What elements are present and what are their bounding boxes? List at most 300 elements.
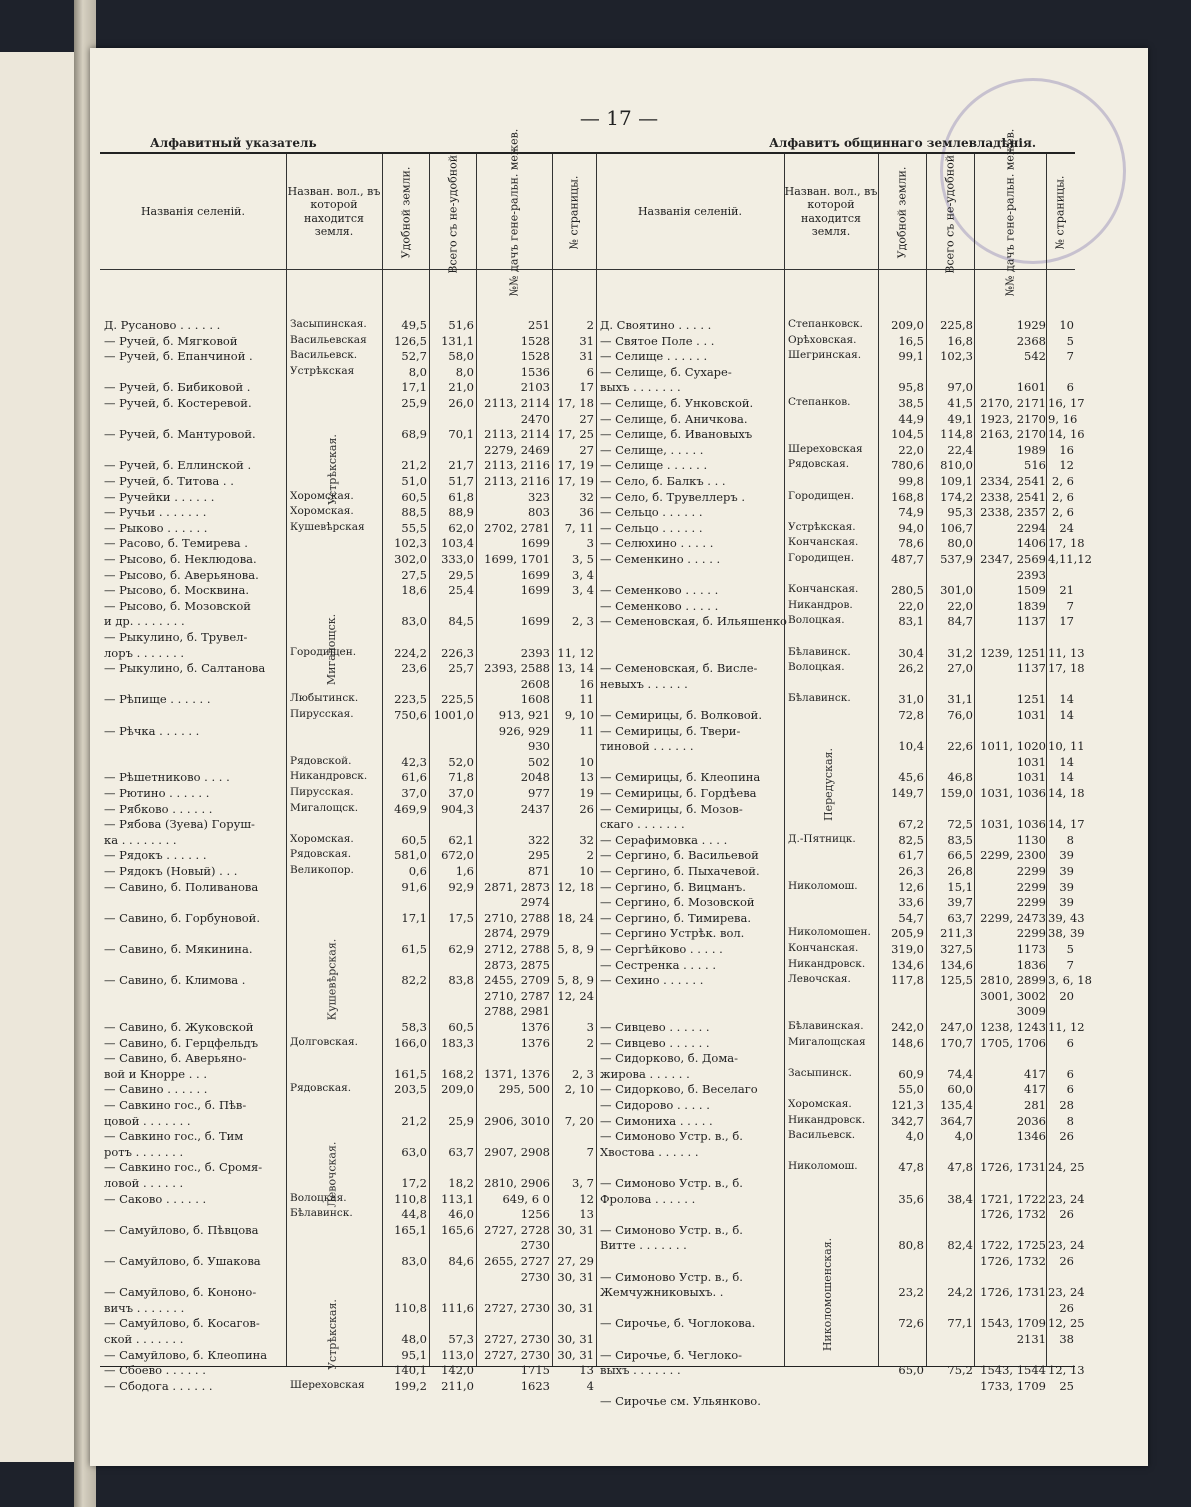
cell-page: 8	[1066, 832, 1074, 847]
cell-useful: 60,5	[401, 832, 427, 847]
col-header-volost-2: Назван. вол., въ которой находится земля.	[784, 185, 878, 238]
cell-page: 39	[1059, 864, 1074, 878]
cell-dachi: 2113, 2114	[484, 396, 550, 410]
cell-dachi: 2727, 2730	[484, 1332, 550, 1346]
cell-page: 2, 6	[1052, 505, 1074, 520]
cell-name: — Селище, б. Аничкова.	[600, 411, 748, 426]
cell-total: 25,9	[448, 1113, 474, 1128]
cell-dachi: 2299	[1016, 895, 1046, 910]
cell-dachi: 2873, 2875	[484, 957, 550, 972]
cell-page: 39	[1059, 879, 1074, 894]
cell-name: — Савино, б. Герцфельдъ	[104, 1035, 259, 1050]
cell-volost: Засыпинская.	[290, 318, 367, 330]
cell-useful: 33,6	[898, 895, 924, 910]
cell-dachi: 1726, 1732	[980, 1254, 1046, 1268]
cell-total: 51,7	[448, 474, 474, 488]
cell-volost: Волоцкая.	[290, 1191, 347, 1204]
cell-name: — Семирицы, б. Мозов-	[600, 801, 743, 816]
col-header-total-2: Всего съ не-удобной.	[943, 150, 957, 274]
cell-page: 14, 17	[1048, 817, 1085, 832]
cell-dachi: 1256	[520, 1207, 550, 1222]
cell-page: 39	[1059, 848, 1074, 863]
cell-page: 12, 25	[1048, 1316, 1085, 1331]
cell-page: 38	[1059, 1332, 1074, 1346]
cell-name: — Ручей, б. Бибиковой .	[104, 380, 251, 395]
cell-total: 82,4	[947, 1238, 973, 1253]
cell-page: 26	[579, 801, 594, 816]
cell-volost: Засыпинск.	[788, 1066, 852, 1079]
cell-useful: 342,7	[891, 1113, 924, 1128]
cell-useful: 121,3	[891, 1098, 924, 1112]
cell-useful: 72,8	[898, 708, 924, 722]
cell-total: 21,0	[448, 380, 474, 395]
cell-page: 32	[579, 832, 594, 847]
cell-useful: 31,0	[898, 692, 924, 707]
cell-page: 17, 18	[1048, 536, 1085, 551]
cell-useful: 83,0	[401, 614, 427, 629]
cell-volost: Хоромская.	[788, 1098, 852, 1110]
cell-page: 30, 31	[557, 1300, 594, 1315]
cell-total: 111,6	[441, 1300, 474, 1315]
cell-volost: Кушевѣрская	[290, 520, 365, 533]
cell-name: ротъ . . . . . . .	[104, 1144, 184, 1159]
cell-total: 83,5	[947, 832, 973, 847]
cell-volost: Рядовская.	[290, 848, 352, 861]
cell-dachi: 2131	[1016, 1332, 1046, 1346]
cell-dachi: 2393, 2588	[484, 661, 550, 676]
cell-useful: 280,5	[891, 583, 924, 598]
cell-volost: Рядовской.	[290, 754, 352, 767]
cell-useful: 319,0	[891, 942, 924, 956]
cell-page: 6	[1066, 1082, 1074, 1097]
cell-page: 2, 3	[572, 614, 594, 629]
cell-page: 7, 20	[564, 1113, 594, 1128]
cell-page: 23, 24	[1048, 1285, 1085, 1300]
cell-page: 6	[586, 364, 594, 379]
cell-total: 41,5	[947, 396, 973, 410]
cell-name: — Рютино . . . . . .	[104, 786, 210, 800]
cell-volost: Никандровск.	[290, 770, 368, 783]
header-divider	[100, 269, 1075, 270]
cell-page: 21	[1059, 583, 1074, 598]
cell-name: невыхъ . . . . . .	[600, 676, 688, 691]
cell-page: 2, 10	[564, 1082, 594, 1097]
cell-dachi: 2036	[1016, 1113, 1046, 1128]
cell-useful: 60,5	[401, 489, 427, 504]
cell-name: — Симоново Устр. в., б.	[600, 1129, 743, 1144]
cell-dachi: 2727, 2730	[484, 1347, 550, 1362]
cell-useful: 224,2	[394, 645, 427, 660]
cell-name: — Симониха . . . . .	[600, 1113, 713, 1128]
cell-name: — Рябково . . . . . .	[104, 801, 213, 816]
cell-page: 16	[1059, 442, 1074, 457]
cell-useful: 203,5	[394, 1082, 427, 1097]
cell-dachi: 1722, 1725	[980, 1238, 1046, 1253]
cell-total: 15,1	[947, 879, 973, 894]
cell-total: 4,0	[954, 1129, 973, 1144]
cell-page: 11, 12	[557, 645, 594, 660]
cell-page: 38, 39	[1048, 926, 1085, 941]
col-header-dachi: №№ дачъ гене-ральн. межев.	[507, 128, 521, 296]
cell-name: цовой . . . . . . .	[104, 1113, 191, 1128]
cell-dachi: 1031	[1016, 770, 1046, 785]
cell-useful: 161,5	[394, 1066, 427, 1081]
cell-page: 10	[579, 864, 594, 878]
cell-total: 76,0	[947, 708, 973, 722]
cell-dachi: 1031	[1016, 754, 1046, 769]
cell-name: — Семенково . . . . .	[600, 598, 719, 613]
cell-volost: Городищен.	[788, 489, 855, 502]
cell-page: 14, 18	[1048, 786, 1085, 800]
cell-total: 247,0	[940, 1020, 973, 1034]
cell-useful: 74,9	[898, 505, 924, 520]
cell-total: 24,2	[947, 1285, 973, 1300]
cell-name: — Ручей, б. Епанчиной .	[104, 349, 253, 364]
col-header-pages-2: № страницы.	[1053, 175, 1067, 249]
cell-page: 10	[1059, 318, 1074, 332]
cell-total: 46,8	[947, 770, 973, 785]
cell-dachi: 2163, 2170	[980, 427, 1046, 442]
cell-page: 6	[1066, 380, 1074, 395]
cell-useful: 23,6	[401, 661, 427, 676]
cell-name: — Сидорково, б. Веселаго	[600, 1082, 758, 1097]
cell-total: 31,2	[947, 645, 973, 660]
cell-name: — Самуйлово, б. Ушакова	[104, 1254, 261, 1268]
cell-dachi: 2470	[520, 411, 550, 426]
cell-name: ской . . . . . . .	[104, 1332, 184, 1346]
cell-name: — Сирочье, б. Чоглокова.	[600, 1316, 756, 1331]
cell-dachi: 2393	[1016, 567, 1046, 582]
cell-page: 2, 3	[572, 1066, 594, 1081]
cell-useful: 780,6	[891, 458, 924, 473]
cell-volost: Кончанская.	[788, 583, 859, 596]
cell-useful: 52,7	[401, 349, 427, 364]
cell-dachi: 1137	[1016, 614, 1046, 629]
cell-total: 131,1	[441, 333, 474, 348]
cell-volost: Шереховская	[788, 442, 863, 455]
cell-page: 11	[579, 692, 594, 707]
cell-name: — Симоново Устр. в., б.	[600, 1269, 743, 1284]
cell-page: 2	[586, 1035, 594, 1050]
cell-name: тиновой . . . . . .	[600, 739, 694, 754]
cell-name: — Сивцево . . . . . .	[600, 1035, 710, 1050]
cell-total: 95,3	[947, 505, 973, 520]
cell-volost: Бѣлавинск.	[788, 692, 851, 705]
cell-dachi: 2338, 2541	[980, 489, 1046, 504]
cell-page: 17, 19	[557, 458, 594, 473]
cell-dachi: 2113, 2116	[484, 458, 550, 473]
cell-dachi: 1130	[1016, 832, 1046, 847]
cell-dachi: 1923, 2170	[980, 411, 1046, 426]
cell-total: 159,0	[940, 786, 973, 800]
cell-useful: 27,5	[401, 567, 427, 582]
cell-useful: 17,2	[401, 1176, 427, 1190]
cell-dachi: 1031, 1036	[980, 817, 1046, 832]
cell-name: — Селище, б. Сухаре-	[600, 364, 732, 379]
cell-total: 904,3	[441, 801, 474, 816]
cell-page: 14	[1059, 708, 1074, 722]
cell-volost: Устрѣкская	[290, 364, 355, 377]
cell-dachi: 1238, 1243	[980, 1020, 1046, 1034]
cell-dachi: 2299	[1016, 879, 1046, 894]
cell-page: 27	[579, 442, 594, 457]
cell-total: 29,5	[448, 567, 474, 582]
cell-dachi: 1173	[1016, 942, 1046, 956]
cell-useful: 469,9	[394, 801, 427, 816]
cell-dachi: 1733, 1709	[980, 1378, 1046, 1393]
cell-name: — Сергино, б. Вицманъ.	[600, 879, 746, 894]
cell-dachi: 1608	[520, 692, 550, 707]
cell-dachi: 2294	[1016, 520, 1046, 535]
cell-dachi: 2113, 2116	[484, 474, 550, 488]
cell-total: 80,0	[947, 536, 973, 551]
cell-useful: 18,6	[401, 583, 427, 598]
cell-page: 25	[1059, 1378, 1074, 1393]
cell-useful: 110,8	[394, 1191, 427, 1206]
cell-volost: Волоцкая.	[788, 614, 845, 627]
cell-dachi: 1726, 1732	[980, 1207, 1046, 1222]
cell-name: — Семеновская, б. Ильяшенко	[600, 614, 787, 629]
cell-useful: 67,2	[898, 817, 924, 832]
cell-total: 62,9	[448, 942, 474, 956]
cell-dachi: 2608	[520, 676, 550, 691]
cell-total: 211,3	[940, 926, 973, 941]
cell-page: 24	[1059, 520, 1074, 535]
col-header-name-2: Названія селеній.	[637, 204, 743, 218]
cell-volost: Бѣлавинск.	[290, 1207, 353, 1220]
cell-page: 4,11,12	[1048, 552, 1092, 566]
cell-name: — Саково . . . . . .	[104, 1191, 207, 1206]
cell-name: — Селюхино . . . . .	[600, 536, 714, 551]
cell-name: — Сбодога . . . . . .	[104, 1378, 213, 1393]
cell-total: 113,1	[441, 1191, 474, 1206]
cell-useful: 168,8	[891, 489, 924, 504]
cell-dachi: 1543, 1544	[980, 1363, 1046, 1378]
cell-page: 28	[1059, 1098, 1074, 1112]
cell-name: — Ручей, б. Мантуровой.	[104, 427, 256, 442]
cell-name: — Симоново Устр. в., б.	[600, 1222, 743, 1237]
cell-useful: 51,0	[401, 474, 427, 488]
cell-dachi: 1989	[1016, 442, 1046, 457]
cell-dachi: 1715	[520, 1363, 550, 1378]
cell-total: 62,1	[448, 832, 474, 847]
cell-total: 183,3	[441, 1035, 474, 1050]
cell-name: — Савино, б. Аверьяно-	[104, 1051, 247, 1066]
cell-dachi: 2810, 2906	[484, 1176, 550, 1190]
cell-name: — Рысово, б. Москвина.	[104, 583, 249, 598]
cell-useful: 58,3	[401, 1020, 427, 1034]
cell-name: — Сергино, б. Пыхачевой.	[600, 864, 760, 878]
cell-page: 17	[1059, 614, 1074, 629]
group-label: Устрѣкская.	[325, 433, 339, 505]
cell-total: 327,5	[940, 942, 973, 956]
cell-volost: Кончанская.	[788, 536, 859, 549]
group-label: Мигалощск.	[325, 613, 339, 685]
cell-useful: 35,6	[898, 1191, 924, 1206]
cell-dachi: 2710, 2788	[484, 910, 550, 925]
cell-dachi: 2299, 2473	[980, 910, 1046, 925]
cell-name: — Сидорково, б. Дома-	[600, 1051, 738, 1066]
cell-page: 7	[1066, 598, 1074, 613]
cell-total: 174,2	[940, 489, 973, 504]
cell-dachi: 2299	[1016, 864, 1046, 878]
cell-useful: 83,0	[401, 1254, 427, 1268]
cell-name: — Селище, б. Ивановыхъ	[600, 427, 753, 442]
cell-page: 2	[586, 318, 594, 332]
cell-volost: Васильевск.	[788, 1129, 856, 1142]
cell-page: 12	[579, 1191, 594, 1206]
cell-volost: Николомош.	[788, 879, 858, 892]
cell-dachi: 542	[1024, 349, 1046, 364]
cell-name: — Семирицы, б. Гордѣева	[600, 786, 757, 800]
cell-page: 13, 14	[557, 661, 594, 676]
cell-useful: 4,0	[905, 1129, 924, 1144]
cell-page: 3, 6, 18	[1048, 973, 1092, 988]
cell-total: 63,7	[448, 1144, 474, 1159]
cell-dachi: 417	[1024, 1066, 1046, 1081]
cell-volost: Устрѣкская.	[788, 520, 856, 533]
cell-name: жирова . . . . . .	[600, 1066, 690, 1081]
cell-total: 75,2	[947, 1363, 973, 1378]
cell-page: 12	[1059, 458, 1074, 473]
cell-volost: Васильевск.	[290, 349, 358, 362]
cell-total: 113,0	[441, 1347, 474, 1362]
cell-dachi: 2455, 2709	[484, 973, 550, 988]
cell-useful: 44,8	[401, 1207, 427, 1222]
cell-dachi: 295	[528, 848, 550, 863]
cell-name: — Савино, б. Горбуновой.	[104, 910, 260, 925]
cell-total: 22,4	[947, 442, 973, 457]
header-left: Алфавитный указатель	[150, 136, 317, 150]
cell-page: 17, 25	[557, 427, 594, 442]
cell-total: 106,7	[940, 520, 973, 535]
cell-page: 23, 24	[1048, 1238, 1085, 1253]
cell-name: скаго . . . . . . .	[600, 817, 685, 832]
cell-volost: Великопор.	[290, 864, 354, 876]
cell-total: 84,5	[448, 614, 474, 629]
cell-volost: Хоромская.	[290, 505, 354, 518]
cell-name: — Ручей, б. Мягковой	[104, 333, 238, 348]
cell-dachi: 2299	[1016, 926, 1046, 941]
cell-name: — Сидорово . . . . .	[600, 1098, 710, 1112]
cell-name: — Село, б. Трувеллеръ .	[600, 489, 746, 504]
cell-dachi: 2299, 2300	[980, 848, 1046, 863]
cell-volost: Степанковск.	[788, 318, 863, 330]
cell-page: 23, 24	[1048, 1191, 1085, 1206]
group-label: Левочская.	[325, 1141, 339, 1207]
col-header-pages: № страницы.	[567, 175, 581, 249]
cell-total: 537,9	[940, 552, 973, 566]
cell-page: 14	[1059, 770, 1074, 785]
cell-page: 3, 4	[572, 583, 594, 598]
cell-page: 5, 8, 9	[557, 973, 594, 988]
cell-total: 165,6	[441, 1222, 474, 1237]
cell-page: 12, 18	[557, 879, 594, 894]
cell-page: 5, 8, 9	[557, 942, 594, 956]
cell-volost: Рядовская.	[290, 1082, 352, 1095]
cell-dachi: 2170, 2171	[980, 396, 1046, 410]
cell-name: — Семирицы, б. Клеопина	[600, 770, 761, 785]
col-header-useful: Удобной земли.	[399, 166, 413, 258]
cell-name: — Сельцо . . . . . .	[600, 520, 703, 535]
cell-name: — Савкино гос., б. Пѣв-	[104, 1098, 247, 1112]
cell-total: 103,4	[441, 536, 474, 551]
cell-useful: 205,9	[891, 926, 924, 941]
cell-page: 3, 7	[572, 1176, 594, 1190]
cell-page: 5	[1066, 333, 1074, 348]
cell-page: 31	[579, 349, 594, 364]
cell-page: 13	[579, 1207, 594, 1222]
cell-useful: 38,5	[898, 396, 924, 410]
cell-page: 11, 12	[1048, 1020, 1085, 1034]
cell-dachi: 281	[1024, 1098, 1046, 1112]
cell-page: 17, 18	[1048, 661, 1085, 676]
cell-useful: 61,5	[401, 942, 427, 956]
header-right: Алфавитъ общиннаго землевладѣнія.	[769, 136, 1036, 150]
col-header-total: Всего съ не-удобной.	[446, 150, 460, 274]
cell-total: 72,5	[947, 817, 973, 832]
cell-volost: Орѣховская.	[788, 333, 857, 346]
cell-useful: 149,7	[891, 786, 924, 800]
cell-name: — Селище . . . . . .	[600, 458, 708, 473]
cell-useful: 47,8	[898, 1160, 924, 1175]
cell-total: 672,0	[441, 848, 474, 863]
cell-dachi: 2437	[520, 801, 550, 816]
cell-name: — Савино, б. Мякинина.	[104, 942, 253, 956]
cell-total: 25,4	[448, 583, 474, 598]
cell-name: — Рысово, б. Неклюдова.	[104, 552, 257, 566]
cell-volost: Долговская.	[290, 1035, 358, 1048]
cell-total: 364,7	[940, 1113, 973, 1128]
col-header-useful-2: Удобной земли.	[895, 166, 909, 258]
cell-useful: 60,9	[898, 1066, 924, 1081]
cell-page: 12, 13	[1048, 1363, 1085, 1378]
cell-volost: Городищен.	[788, 552, 855, 564]
cell-name: — Самуйлово, б. Кононо-	[104, 1285, 257, 1300]
cell-volost: Городищен.	[290, 645, 357, 658]
cell-name: — Село, б. Балкъ . . .	[600, 474, 726, 488]
cell-name: — Ручей, б. Еллинской .	[104, 458, 252, 473]
cell-name: — Семенково . . . . .	[600, 583, 719, 598]
cell-dachi: 1699	[520, 614, 550, 629]
group-label: Кушевѣрская.	[325, 938, 339, 1020]
cell-page: 30, 31	[557, 1332, 594, 1346]
cell-dachi: 1371, 1376	[484, 1066, 550, 1081]
cell-dachi: 913, 921	[498, 708, 550, 722]
cell-name: Витте . . . . . . .	[600, 1238, 687, 1253]
cell-dachi: 2871, 2873	[484, 879, 550, 894]
cell-name: — Рядокъ (Новый) . . .	[104, 864, 238, 878]
cell-dachi: 2907, 2908	[484, 1144, 550, 1159]
cell-dachi: 1623	[520, 1378, 550, 1393]
cell-name: — Сергино, б. Васильевой	[600, 848, 759, 863]
cell-name: — Ручей, б. Костеревой.	[104, 396, 252, 410]
cell-useful: 140,1	[394, 1363, 427, 1378]
cell-useful: 21,2	[401, 458, 427, 473]
cell-page: 30, 31	[557, 1222, 594, 1237]
cell-dachi: 251	[528, 318, 550, 332]
cell-dachi: 1528	[520, 333, 550, 348]
cell-useful: 10,4	[898, 739, 924, 754]
cell-dachi: 803	[528, 505, 550, 520]
cell-total: 8,0	[455, 364, 474, 379]
cell-volost: Никандровск.	[788, 1113, 866, 1126]
cell-volost: Хоромская.	[290, 489, 354, 502]
cell-total: 51,6	[448, 318, 474, 332]
cell-name: — Сергино Устрѣк. вол.	[600, 926, 745, 941]
cell-total: 226,3	[441, 645, 474, 660]
cell-dachi: 2048	[520, 770, 550, 785]
